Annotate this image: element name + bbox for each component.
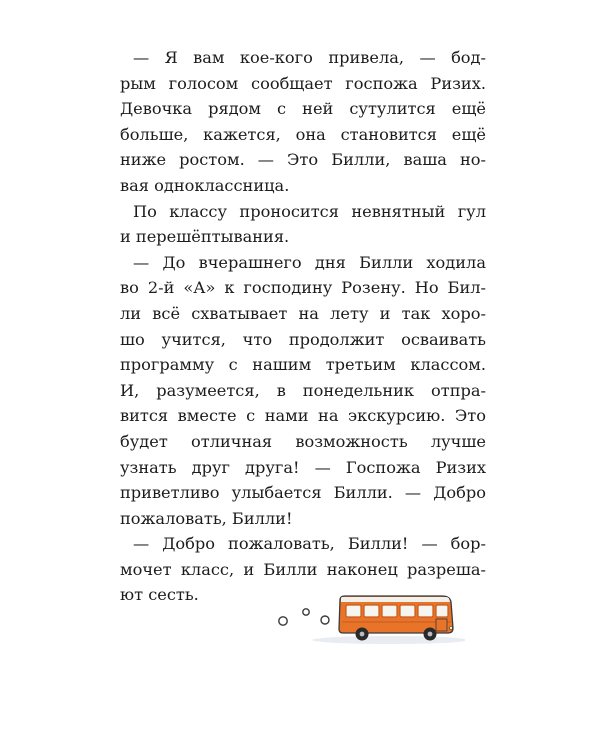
wheel-hub [360,632,365,637]
text-line: — Я вам кое-кого привела, — бод- [133,48,486,67]
text-line: вится вместе с нами на экскурсию. Это [120,406,486,426]
text-line: приветливо улыбается Билли. — Добро [120,483,486,503]
exhaust-puff [303,609,309,615]
text-line: ниже ростом. — Это Билли, ваша но- [120,150,486,170]
paragraph-2 [120,199,486,250]
text-line: — До вчерашнего дня Билли ходила [133,252,486,272]
text-line: вая одноклассница. [120,175,290,195]
text-line: шо учится, что продолжит осваивать [120,329,486,349]
bus [339,596,453,641]
text-line: Девочка рядом с ней сутулится ещё [120,99,486,119]
text-line: пожаловать, Билли! [120,508,293,528]
text-line: во 2-й «А» к господину Розену. Но Бил- [120,278,486,298]
text-line: больше, кажется, она становится ещё [120,124,486,144]
bus-door [436,619,447,631]
text-line: И, разумеется, в понедельник отпра- [120,380,486,400]
bus-illustration [270,588,465,648]
text-line: узнать друг друга! — Госпожа Ризих [120,457,486,477]
text-line: и перешёптывания. [120,227,290,247]
ground-shadow [312,636,465,644]
text-line: программу с нашим третьим классом. [120,355,486,375]
exhaust-puffs [279,609,329,625]
text-line: мочет класс, и Билли наконец разреша- [120,559,486,579]
text-line: — Добро пожаловать, Билли! — бор- [133,534,486,554]
headlight [450,627,453,630]
text-line: будет отличная возможность лучше [120,431,486,451]
bus-windows [346,605,448,617]
exhaust-puff [279,617,287,625]
body-text [120,45,486,608]
text-line: ют сесть. [120,585,199,605]
exhaust-puff [321,616,329,624]
text-line: По классу проносится невнятный гул [133,201,486,221]
wheel-hub [428,632,433,637]
bus-roof [341,597,450,602]
text-line: рым голосом сообщает госпожа Ризих. [120,73,486,93]
text-line: ли всё схватывает на лету и так хоро- [120,303,486,323]
paragraph-1 [120,45,486,199]
paragraph-3 [120,250,486,532]
